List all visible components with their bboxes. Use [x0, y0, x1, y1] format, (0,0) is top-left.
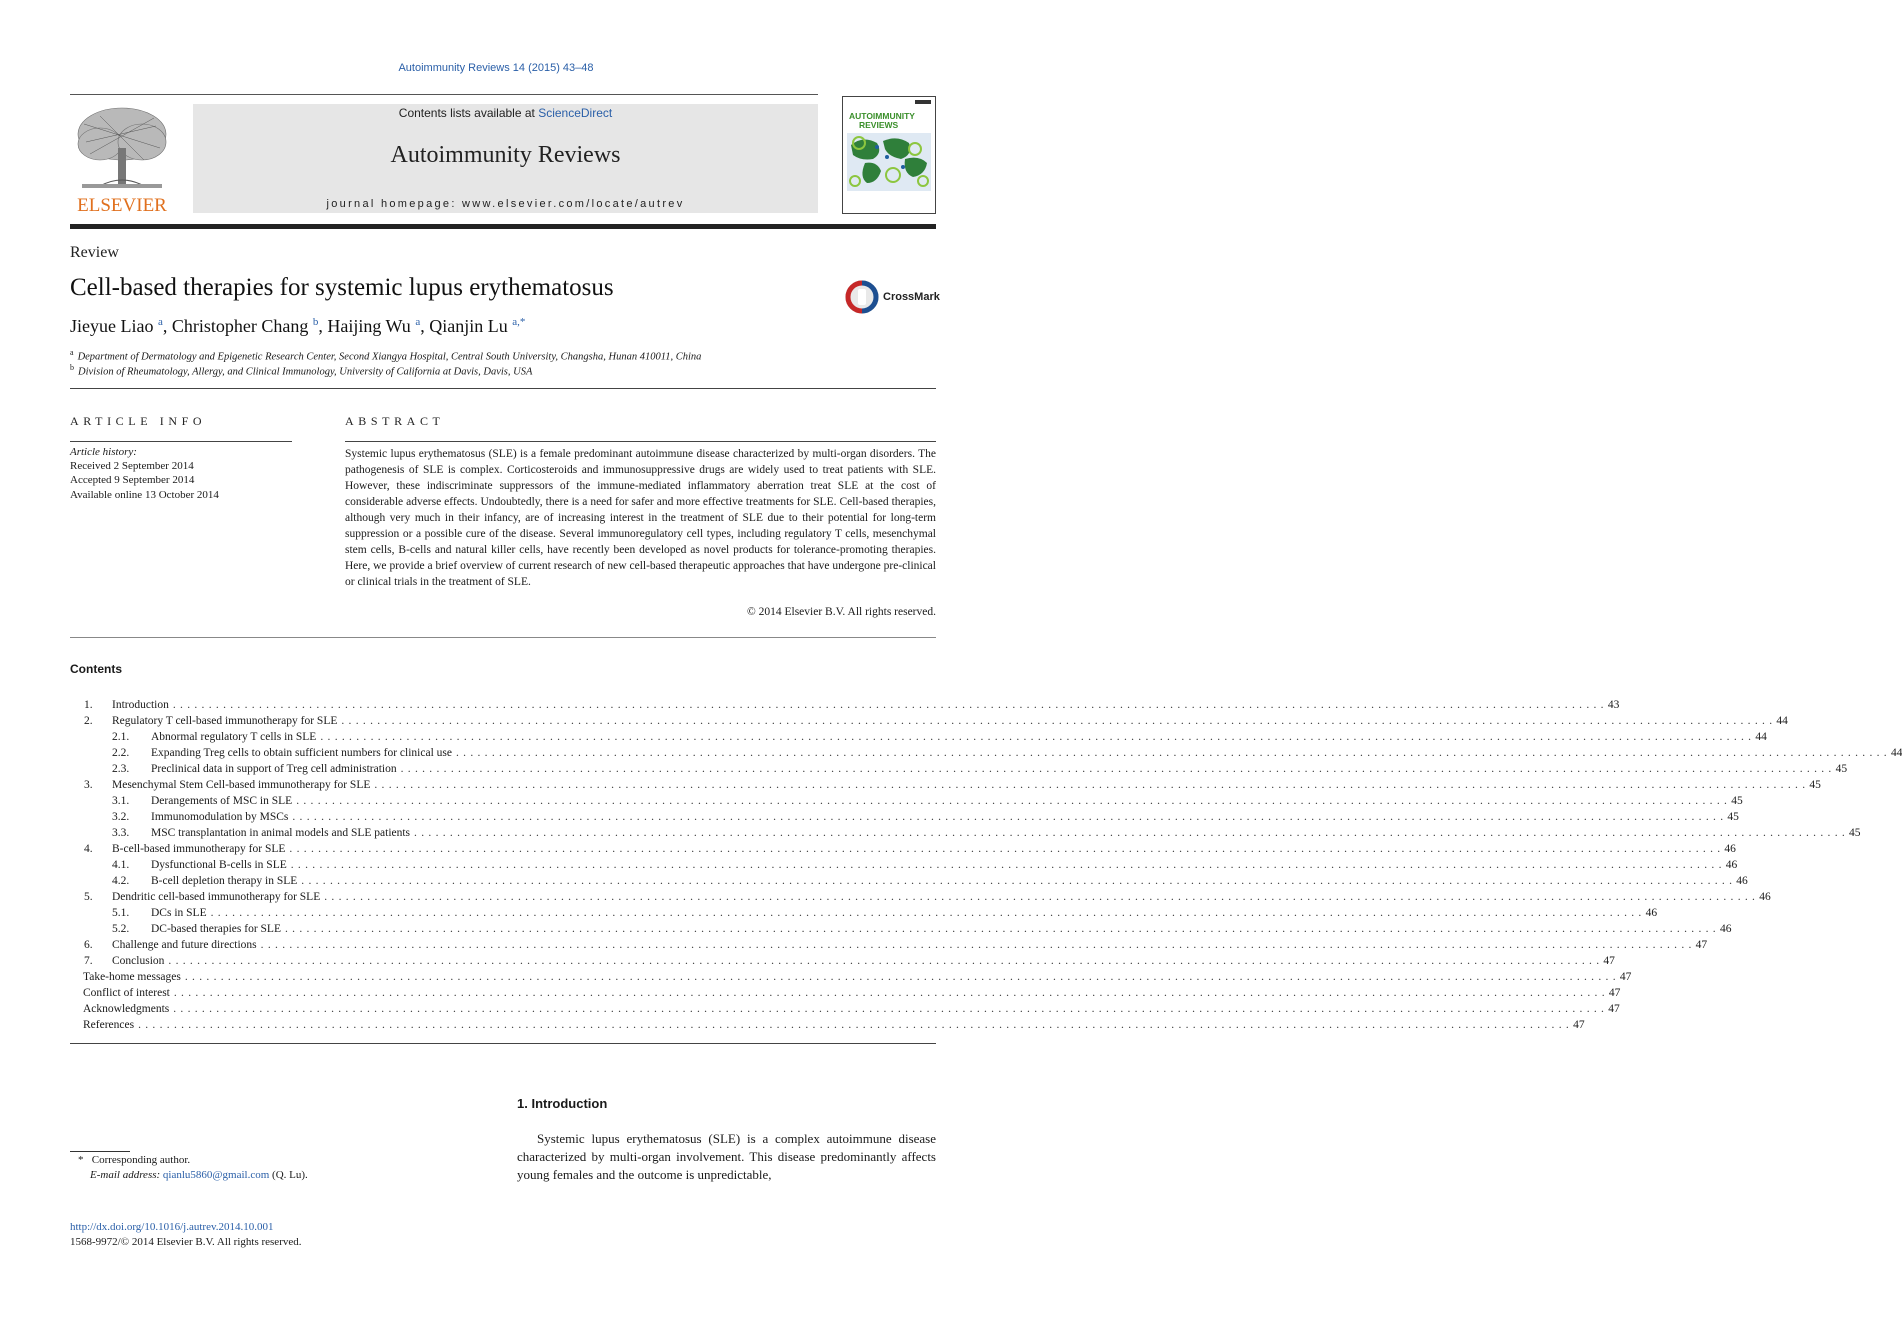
elsevier-logo: [70, 104, 174, 216]
section-divider: [70, 1043, 936, 1044]
author-name[interactable]: Qianjin Lu: [429, 316, 508, 336]
journal-citation[interactable]: Autoimmunity Reviews 14 (2015) 43–48: [398, 62, 594, 74]
footnote-rule: [70, 1151, 130, 1152]
email-label: E-mail address:: [90, 1169, 161, 1181]
toc-number: 3.: [84, 779, 93, 791]
author-name[interactable]: Jieyue Liao: [70, 316, 154, 336]
toc-title[interactable]: Regulatory T cell-based immunotherapy for SLE: [112, 713, 341, 729]
toc-title[interactable]: B-cell depletion therapy in SLE: [151, 873, 301, 889]
corresponding-footnote: [78, 1154, 190, 1166]
cover-title-line2: REVIEWS: [859, 120, 899, 130]
toc-title[interactable]: Abnormal regulatory T cells in SLE: [151, 729, 320, 745]
toc-title[interactable]: Introduction: [112, 697, 173, 713]
toc-page-number: 47: [1695, 939, 1708, 951]
introduction-text: Systemic lupus erythematosus (SLE) is a complex autoimmune disease characterized by multi-organ involvement. This disease predominantly affects young females and the outcome is unpredictable,: [517, 1131, 936, 1182]
toc-row[interactable]: [70, 889, 1771, 905]
toc-row[interactable]: [70, 761, 1848, 777]
journal-banner: [193, 104, 818, 213]
toc-number: 5.: [84, 891, 93, 903]
toc-row[interactable]: [70, 857, 1738, 873]
toc-row[interactable]: [70, 697, 1620, 713]
toc-page-number: 43: [1607, 699, 1620, 711]
table-of-contents: [70, 697, 1902, 1033]
toc-leader-dots: ........................................................................................................................................................................................................: [210, 907, 1646, 919]
journal-homepage[interactable]: journal homepage: www.elsevier.com/locate/autrev: [326, 198, 685, 210]
toc-title[interactable]: MSC transplantation in animal models and SLE patients: [151, 825, 414, 841]
toc-row[interactable]: [70, 937, 1708, 953]
toc-page-number: 46: [1724, 843, 1736, 855]
toc-page-number: 45: [1835, 763, 1848, 775]
cover-title-line1: AUTOIMMUNITY: [849, 111, 915, 121]
affiliation-text: Department of Dermatology and Epigenetic Research Center, Second Xiangya Hospital, Central South University, Changsha, Hunan 410011, China: [77, 351, 702, 363]
header-thick-rule: [70, 224, 936, 229]
toc-title[interactable]: Dysfunctional B-cells in SLE: [151, 857, 291, 873]
toc-leader-dots: ........................................................................................................................................................................................................: [292, 811, 1728, 823]
journal-name: Autoimmunity Reviews: [390, 142, 621, 168]
email-suffix: (Q. Lu).: [269, 1169, 308, 1181]
crossmark-label: CrossMark: [883, 291, 940, 303]
journal-cover-image: [843, 97, 935, 213]
toc-leader-dots: ........................................................................................................................................................................................................: [414, 827, 1850, 839]
toc-number: 5.2.: [112, 923, 130, 935]
article-info-rule: [70, 441, 292, 442]
article-type: Review: [70, 244, 119, 261]
toc-page-number: 47: [1603, 955, 1615, 967]
toc-row[interactable]: [70, 729, 1767, 745]
toc-number: 3.1.: [112, 795, 130, 807]
article-info-heading: ARTICLE INFO: [70, 414, 207, 428]
affiliation-text: Division of Rheumatology, Allergy, and Clinical Immunology, University of California at Davis, Davis, USA: [78, 366, 533, 378]
toc-title[interactable]: Challenge and future directions: [112, 937, 261, 953]
author-name[interactable]: Christopher Chang: [171, 316, 309, 336]
toc-row[interactable]: [70, 873, 1748, 889]
contents-heading: Contents: [70, 662, 122, 676]
toc-row[interactable]: [70, 985, 1621, 1001]
toc-leader-dots: ........................................................................................................................................................................................................: [173, 1003, 1609, 1015]
abstract-text: Systemic lupus erythematosus (SLE) is a female predominant autoimmune disease characterized by multi-organ disorders. The pathogenesis of SLE is complex. Corticosteroids and immunosuppressive drugs are widely used to treat patients with SLE. However, these indiscriminate suppressors of the immune-mediated inflammatory aberration treat SLE at the cost of considerable adverse effects. Undoubtedly, there is a need for safer and more effective treatments for SLE. Cell-based therapies, although very much in their infancy, are of increasing interest in the treatment of SLE due to their potential for long-term suppression or a possible cure of the disease. Several immunoregulatory cell types, including regulatory T cells, mesenchymal stem cells, B-cells and natural killer cells, have recently been developed as novel products for tolerance-promoting therapies. Here, we provide a brief overview of current research of new cell-based therapeutic approaches that have undergone pre-clinical or clinical trials in the treatment of SLE.: [345, 448, 936, 588]
affiliation: [70, 348, 701, 363]
toc-row[interactable]: [70, 793, 1743, 809]
article-history-label: Article history:: [70, 446, 137, 458]
toc-number: 1.: [84, 699, 93, 711]
toc-title[interactable]: Immunomodulation by MSCs: [151, 809, 292, 825]
toc-page-number: 46: [1759, 891, 1771, 903]
toc-page-number: 44: [1755, 731, 1767, 743]
toc-title[interactable]: Conflict of interest: [83, 985, 174, 1001]
toc-page-number: 46: [1719, 923, 1732, 935]
toc-page-number: 47: [1573, 1019, 1585, 1031]
footnote-mark: *: [78, 1154, 84, 1166]
toc-row[interactable]: [70, 825, 1861, 841]
author-affiliation-mark[interactable]: a: [415, 316, 421, 328]
affiliation-mark: a: [70, 348, 74, 357]
toc-page-number: 45: [1809, 779, 1821, 791]
elsevier-tree-icon: [70, 104, 174, 216]
toc-number: 3.3.: [112, 827, 130, 839]
toc-leader-dots: ........................................................................................................................................................................................................: [400, 763, 1836, 775]
toc-page-number: 46: [1725, 859, 1738, 871]
abstract-rule: [345, 441, 936, 442]
affiliation-mark: b: [70, 363, 74, 372]
contents-available-line: [193, 106, 818, 120]
toc-number: 2.2.: [112, 747, 130, 759]
toc-leader-dots: ........................................................................................................................................................................................................: [374, 779, 1810, 791]
toc-row[interactable]: [70, 713, 1788, 729]
toc-title[interactable]: Acknowledgments: [83, 1001, 173, 1017]
toc-row[interactable]: [70, 969, 1632, 985]
accepted-date: Accepted 9 September 2014: [70, 474, 195, 486]
corresponding-text: Corresponding author.: [91, 1154, 191, 1166]
toc-title[interactable]: Preclinical data in support of Treg cell administration: [151, 761, 401, 777]
toc-title[interactable]: Conclusion: [112, 953, 168, 969]
section-divider: [70, 637, 936, 638]
toc-page-number: 45: [1849, 827, 1861, 839]
toc-number: 7.: [84, 955, 93, 967]
elsevier-wordmark: ELSEVIER: [77, 195, 167, 216]
sciencedirect-link[interactable]: ScienceDirect: [538, 106, 613, 120]
toc-title[interactable]: DC-based therapies for SLE: [151, 921, 285, 937]
toc-leader-dots: ........................................................................................................................................................................................................: [184, 971, 1620, 983]
author-list: Jieyue Liao $^a$, Christopher Chang $^b$, Haijing Wu $^a$, Qianjin Lu $^{a,*}$: [70, 316, 526, 336]
toc-leader-dots: ........................................................................................................................................................................................................: [324, 891, 1760, 903]
toc-number: 4.1.: [112, 859, 130, 871]
toc-row[interactable]: [70, 809, 1739, 825]
toc-number: 2.3.: [112, 763, 130, 775]
toc-number: 3.2.: [112, 811, 130, 823]
toc-title[interactable]: B-cell-based immunotherapy for SLE: [112, 841, 289, 857]
toc-leader-dots: ........................................................................................................................................................................................................: [173, 987, 1609, 999]
toc-number: 2.1.: [112, 731, 130, 743]
toc-leader-dots: ........................................................................................................................................................................................................: [301, 875, 1737, 887]
toc-title[interactable]: Expanding Treg cells to obtain sufficient numbers for clinical use: [151, 745, 456, 761]
toc-leader-dots: ........................................................................................................................................................................................................: [341, 715, 1777, 727]
header-divider: [70, 94, 818, 95]
crossmark-icon: [845, 280, 879, 314]
toc-title[interactable]: Mesenchymal Stem Cell-based immunotherapy for SLE: [112, 777, 374, 793]
author-affiliation-mark[interactable]: b: [312, 316, 319, 328]
toc-row[interactable]: [70, 921, 1732, 937]
online-date: Available online 13 October 2014: [70, 489, 219, 501]
abstract-copyright: © 2014 Elsevier B.V. All rights reserved.: [747, 606, 936, 618]
author-name[interactable]: Haijing Wu: [327, 316, 411, 336]
journal-cover[interactable]: [842, 96, 936, 214]
email-footnote: [90, 1169, 308, 1181]
toc-row[interactable]: [70, 953, 1615, 969]
toc-row[interactable]: [70, 905, 1658, 921]
toc-page-number: 44: [1776, 715, 1788, 727]
issn-line: 1568-9972/© 2014 Elsevier B.V. All rights reserved.: [70, 1236, 302, 1248]
toc-leader-dots: ........................................................................................................................................................................................................: [296, 795, 1732, 807]
toc-number: 4.: [84, 843, 93, 855]
crossmark-badge[interactable]: [845, 280, 940, 316]
toc-page-number: 44: [1890, 747, 1902, 759]
toc-leader-dots: ........................................................................................................................................................................................................: [138, 1019, 1574, 1031]
toc-page-number: 45: [1727, 811, 1739, 823]
author-affiliation-mark[interactable]: a,*: [512, 316, 526, 328]
affiliation: [70, 363, 532, 378]
toc-title[interactable]: References: [83, 1017, 138, 1033]
contents-available-text: Contents lists available at: [398, 106, 539, 120]
toc-leader-dots: ........................................................................................................................................................................................................: [290, 859, 1726, 871]
toc-title[interactable]: Dendritic cell-based immunotherapy for SLE: [112, 889, 324, 905]
toc-row[interactable]: [70, 745, 1902, 761]
toc-page-number: 47: [1608, 987, 1621, 999]
toc-leader-dots: ........................................................................................................................................................................................................: [289, 843, 1725, 855]
received-date: Received 2 September 2014: [70, 460, 194, 472]
introduction-heading: 1. Introduction: [517, 1096, 608, 1111]
toc-page-number: 45: [1731, 795, 1743, 807]
toc-row[interactable]: [70, 1017, 1585, 1033]
email-link[interactable]: qianlu5860@gmail.com: [162, 1169, 270, 1181]
toc-number: 6.: [84, 939, 93, 951]
toc-leader-dots: ........................................................................................................................................................................................................: [284, 923, 1720, 935]
toc-page-number: 46: [1736, 875, 1748, 887]
toc-leader-dots: ........................................................................................................................................................................................................: [260, 939, 1696, 951]
toc-number: 5.1.: [112, 907, 130, 919]
toc-row[interactable]: [70, 841, 1736, 857]
toc-leader-dots: ........................................................................................................................................................................................................: [320, 731, 1756, 743]
author-affiliation-mark[interactable]: a: [157, 316, 163, 328]
doi-link[interactable]: http://dx.doi.org/10.1016/j.autrev.2014.10.001: [70, 1221, 274, 1233]
toc-number: 2.: [84, 715, 93, 727]
toc-title[interactable]: Derangements of MSC in SLE: [151, 793, 296, 809]
toc-number: 4.2.: [112, 875, 130, 887]
toc-leader-dots: ........................................................................................................................................................................................................: [455, 747, 1891, 759]
toc-row[interactable]: [70, 1001, 1620, 1017]
abstract-heading: ABSTRACT: [345, 414, 445, 428]
toc-leader-dots: ........................................................................................................................................................................................................: [168, 955, 1604, 967]
toc-title[interactable]: DCs in SLE: [151, 905, 211, 921]
toc-page-number: 46: [1645, 907, 1658, 919]
article-title: Cell-based therapies for systemic lupus erythematosus: [70, 274, 614, 301]
toc-page-number: 47: [1608, 1003, 1620, 1015]
toc-leader-dots: ........................................................................................................................................................................................................: [172, 699, 1608, 711]
section-divider: [70, 388, 936, 389]
toc-row[interactable]: [70, 777, 1821, 793]
toc-page-number: 47: [1619, 971, 1632, 983]
toc-title[interactable]: Take-home messages: [83, 969, 185, 985]
